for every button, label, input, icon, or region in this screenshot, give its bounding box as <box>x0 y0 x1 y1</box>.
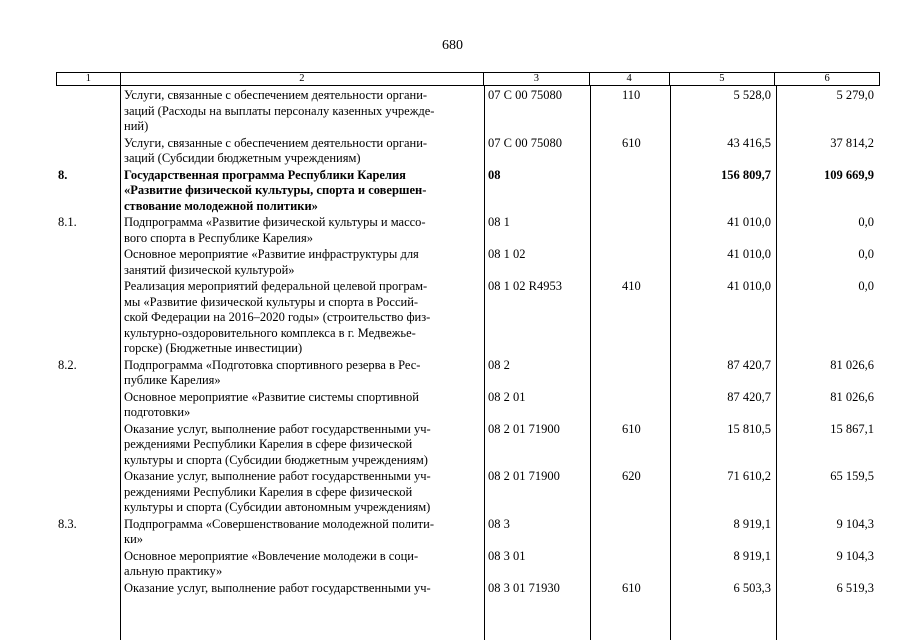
row-expense-type: 410 <box>622 279 641 293</box>
row-target-code: 08 2 01 <box>488 389 526 404</box>
row-target-code: 07 С 00 75080 <box>488 135 562 150</box>
row-expense-type: 110 <box>622 88 641 102</box>
table-row <box>56 358 880 390</box>
row-description: Государственная программа Республики Карелия «Развитие физической культуры, спорта и совершен- ствование молодежной политики» <box>124 167 427 213</box>
row-target-code: 08 3 01 71930 <box>488 580 560 595</box>
row-amount-year-1: 87 420,7 <box>727 357 771 372</box>
row-description: Оказание услуг, выполнение работ государственными уч- <box>124 580 431 595</box>
table-row <box>56 279 880 358</box>
row-amount-year-1: 43 416,5 <box>727 135 771 150</box>
row-amount-year-1: 87 420,7 <box>727 389 771 404</box>
table-row <box>56 247 880 279</box>
page-number: 680 <box>442 38 463 53</box>
row-target-code: 08 3 01 <box>488 548 526 563</box>
row-amount-year-1: 71 610,2 <box>727 469 771 483</box>
row-number: 8.2. <box>58 357 77 372</box>
row-description: Основное мероприятие «Вовлечение молодежи в соци- альную практику» <box>124 548 419 578</box>
row-amount-year-1: 8 919,1 <box>733 516 771 531</box>
row-amount-year-2: 0,0 <box>858 247 874 261</box>
row-expense-type: 610 <box>622 421 641 436</box>
col-num-5: 5 <box>670 73 776 85</box>
table-row <box>56 88 880 136</box>
row-target-code: 08 2 01 71900 <box>488 421 560 436</box>
budget-table-body <box>56 88 880 597</box>
row-description: Основное мероприятие «Развитие инфраструктуры для занятий физической культурой» <box>124 247 419 277</box>
row-amount-year-2: 9 104,3 <box>836 516 874 531</box>
row-amount-year-2: 81 026,6 <box>830 389 874 404</box>
col-num-2: 2 <box>121 73 484 85</box>
row-description: Услуги, связанные с обеспечением деятельности органи- заций (Расходы на выплаты персоналу казенных учрежде- ний) <box>124 88 435 133</box>
table-row <box>56 517 880 549</box>
column-number-header <box>56 72 880 86</box>
row-description: Услуги, связанные с обеспечением деятельности органи- заций (Субсидии бюджетным учреждениям) <box>124 135 428 165</box>
row-amount-year-2: 37 814,2 <box>830 135 874 150</box>
row-amount-year-1: 6 503,3 <box>733 580 771 595</box>
table-row <box>56 215 880 247</box>
row-amount-year-2: 6 519,3 <box>836 580 874 595</box>
row-target-code: 08 1 <box>488 215 510 229</box>
row-target-code: 08 1 02 <box>488 247 526 261</box>
row-amount-year-1: 41 010,0 <box>727 247 771 261</box>
table-row <box>56 422 880 470</box>
row-description: Реализация мероприятий федеральной целевой програм- мы «Развитие физической культуры и спорта в Россий- ской Федерации на 2016–2020 годы» (строительство физ- культурно-оздоровительного комплекса в г. Медвежье- горске) (Бюджетные инвестиции) <box>124 279 431 355</box>
col-num-4: 4 <box>590 73 670 85</box>
row-expense-type: 610 <box>622 580 641 595</box>
col-num-1: 1 <box>57 73 121 85</box>
row-description: Основное мероприятие «Развитие системы спортивной подготовки» <box>124 389 419 419</box>
row-amount-year-1: 41 010,0 <box>727 215 771 229</box>
row-amount-year-1: 156 809,7 <box>721 167 771 182</box>
row-target-code: 08 <box>488 167 501 182</box>
row-target-code: 08 2 <box>488 357 510 372</box>
row-amount-year-2: 0,0 <box>858 279 874 293</box>
table-row <box>56 469 880 517</box>
row-amount-year-2: 65 159,5 <box>830 469 874 483</box>
row-amount-year-2: 81 026,6 <box>830 357 874 372</box>
table-row <box>56 168 880 216</box>
col-num-6: 6 <box>824 73 830 84</box>
row-number: 8.3. <box>58 516 77 531</box>
row-number: 8. <box>58 167 68 182</box>
table-row <box>56 390 880 422</box>
row-amount-year-1: 41 010,0 <box>727 279 771 293</box>
row-number: 8.1. <box>58 215 77 229</box>
row-amount-year-2: 0,0 <box>858 215 874 229</box>
row-amount-year-2: 109 669,9 <box>824 167 874 182</box>
table-row <box>56 136 880 168</box>
row-target-code: 08 3 <box>488 516 510 531</box>
row-description: Подпрограмма «Развитие физической культуры и массо- вого спорта в Республике Карелия» <box>124 215 426 245</box>
row-description: Оказание услуг, выполнение работ государственными уч- реждениями Республики Карелия в сфере физической культуры и спорта (Субсидии автономным учреждениям) <box>124 469 431 514</box>
row-amount-year-1: 5 528,0 <box>733 88 771 102</box>
row-amount-year-2: 5 279,0 <box>836 88 874 102</box>
row-expense-type: 620 <box>622 469 641 483</box>
row-target-code: 08 1 02 R4953 <box>488 279 562 293</box>
row-expense-type: 610 <box>622 135 641 150</box>
row-target-code: 07 С 00 75080 <box>488 88 562 102</box>
row-target-code: 08 2 01 71900 <box>488 469 560 483</box>
row-amount-year-1: 8 919,1 <box>733 548 771 563</box>
row-description: Подпрограмма «Совершенствование молодежной полити- ки» <box>124 516 434 546</box>
row-amount-year-1: 15 810,5 <box>727 421 771 436</box>
row-amount-year-2: 15 867,1 <box>830 421 874 436</box>
row-description: Оказание услуг, выполнение работ государственными уч- реждениями Республики Карелия в сфере физической культуры и спорта (Субсидии бюджетным учреждениям) <box>124 421 431 467</box>
table-row <box>56 549 880 581</box>
col-num-3: 3 <box>484 73 590 85</box>
row-description: Подпрограмма «Подготовка спортивного резерва в Рес- публике Карелия» <box>124 357 421 387</box>
row-amount-year-2: 9 104,3 <box>836 548 874 563</box>
table-row <box>56 581 880 598</box>
